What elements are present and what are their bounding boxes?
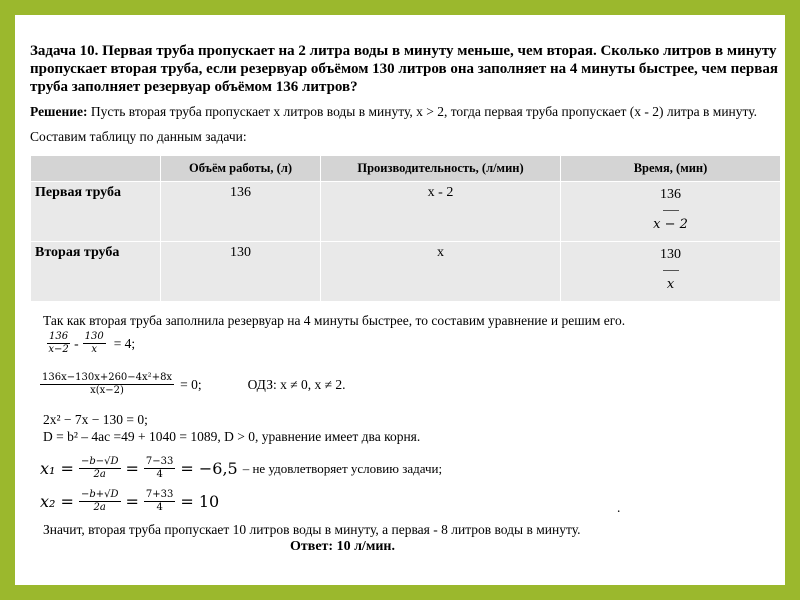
equation-intro: Так как вторая труба заполнила резервуар на 4 минуты быстрее, то составим уравнение и решим его. — [43, 313, 626, 328]
volume-cell: 130 — [161, 242, 321, 302]
stray-dot: . — [617, 500, 621, 515]
time-numerator: 130 — [660, 247, 681, 262]
x1-result: = −6,5 — [180, 459, 238, 478]
fraction: $\frac{-b-√D}{2a}$ — [80, 456, 119, 480]
data-table — [30, 155, 781, 302]
table-row — [31, 242, 781, 302]
answer: Ответ: 10 л/мин. — [290, 539, 395, 554]
fraction: $\frac{7+33}{4}$ — [145, 489, 174, 513]
time-cell — [561, 182, 781, 242]
table-row — [31, 182, 781, 242]
equation-2 — [40, 372, 346, 397]
rate-cell: x - 2 — [321, 182, 561, 242]
fraction: $\frac{130}{x}$ — [84, 331, 104, 355]
row-label: Первая труба — [31, 182, 161, 242]
rhs: = 0; — [180, 376, 202, 392]
x1-note: – не удовлетворяет условию задачи; — [242, 460, 443, 476]
discriminant: D = b² – 4ac =49 + 1040 = 1089, D > 0, уравнение имеет два корня. — [43, 429, 421, 444]
time-denominator: x − 2 — [653, 217, 688, 232]
header-cell: Объём работы, (л) — [161, 156, 321, 182]
conclusion: Значит, вторая труба пропускает 10 литров воды в минуту, а первая - 8 литров воды в минуту. — [43, 522, 581, 537]
table-header — [31, 156, 781, 182]
fraction: $\frac{\text{136x−130x+260−4x²+8x}}{x(x-2)}$ — [42, 372, 173, 396]
fraction: $\frac{7-33}{4}$ — [145, 456, 174, 480]
fraction: $\frac{-b+√D}{2a}$ — [80, 489, 119, 513]
x2-result: = 10 — [180, 492, 220, 511]
time-cell — [561, 242, 781, 302]
slide — [15, 15, 785, 585]
rhs: = 4; — [113, 335, 136, 351]
time-numerator: 136 — [660, 187, 681, 202]
odz: ОДЗ: x ≠ 0, x ≠ 2. — [247, 376, 346, 392]
equation-1 — [47, 331, 135, 356]
fraction: $\frac{136}{x-2}$ — [48, 331, 69, 355]
row-label: Вторая труба — [31, 242, 161, 302]
solution-label: Решение: — [30, 104, 88, 119]
root-x1: x₁ = $\frac{-b-√D}{2a}$ = $\frac{7-33}{4}$ = −6,5 – не удовлетворяет условию задачи; — [40, 456, 443, 480]
header-cell: Время, (мин) — [561, 156, 781, 182]
x2-label: x₂ = — [40, 492, 74, 511]
header-cell: Производительность, (л/мин) — [321, 156, 561, 182]
volume-cell: 136 — [161, 182, 321, 242]
minus-sign: - — [74, 335, 79, 351]
root-x2: x₂ = $\frac{-b+√D}{2a}$ = $\frac{7+33}{4}$ = 10 — [40, 489, 220, 513]
header-cell — [31, 156, 161, 182]
rate-cell: x — [321, 242, 561, 302]
time-denominator: x — [666, 277, 675, 292]
solution-text: Пусть вторая труба пропускает x литров воды в минуту, x > 2, тогда первая труба пропускает (x - 2) литра в минуту. — [87, 104, 758, 119]
x1-label: x₁ = — [40, 459, 74, 478]
solution-line — [30, 104, 757, 120]
problem-title: Задача 10. Первая труба пропускает на 2 литра воды в минуту меньше, чем вторая. Сколько литров в минуту пропускает вторая труба, если резервуар объёмом 130 литров она заполняет на 4 минуты быстрее, чем первая труба заполняет резервуар объёмом 136 литров? — [30, 43, 778, 95]
table-intro: Составим таблицу по данным задачи: — [30, 129, 247, 144]
quadratic-equation: 2x² − 7x − 130 = 0; — [43, 412, 148, 427]
